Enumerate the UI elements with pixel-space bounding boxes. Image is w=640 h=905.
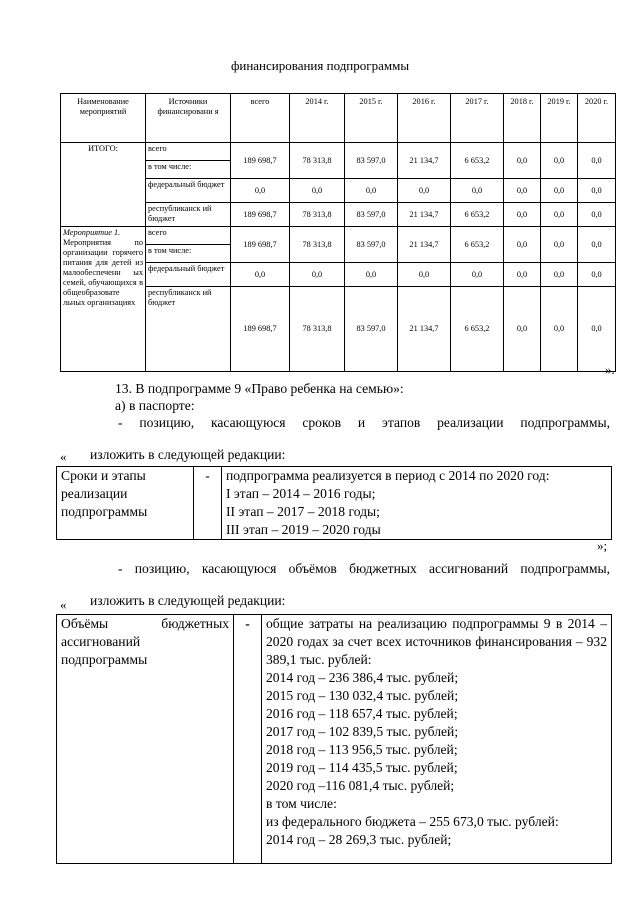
budget-line: 2014 год – 28 269,3 тыс. рублей; [266,832,452,847]
section-heading: финансирования подпрограммы [230,58,410,73]
budget-line: 2014 год – 236 386,4 тыс. рублей; [266,670,459,685]
source-cell: всего [146,227,231,245]
value-cell: 189 698,7 [231,227,290,263]
budget-line: в том числе: [266,796,337,811]
value-cell: 0,0 [578,287,616,372]
value-cell: 0,0 [398,179,451,203]
value-cell: 0,0 [578,143,616,179]
terms-table [56,466,612,540]
budget-line: 2017 год – 102 839,5 тыс. рублей; [266,724,459,739]
value-cell: 0,0 [504,263,541,287]
paragraph-line: изложить в следующей редакции: [90,447,286,462]
item-13a: а) в паспорте: [115,398,195,413]
value-cell: 0,0 [504,203,541,227]
position-2-paragraph [90,561,610,609]
value-cell: 0,0 [451,179,504,203]
value-cell: 6 653,2 [451,203,504,227]
paragraph-line: изложить в следующей редакции: [90,593,286,608]
header-cell: всего [231,94,290,143]
paragraph-line: - позицию, касающуюся объёмов бюджетных ассигнований подпрограммы, [118,561,610,576]
value-cell: 189 698,7 [231,203,290,227]
value-cell: 0,0 [578,179,616,203]
measure-cell [61,227,146,372]
value-cell: 78 313,8 [290,203,345,227]
terms-line: II этап – 2017 – 2018 годы; [226,504,380,519]
value-cell: 6 653,2 [451,143,504,179]
value-cell: 0,0 [541,179,578,203]
value-cell: 0,0 [541,263,578,287]
source-cell: федеральный бюджет [146,179,231,203]
paragraph-line: - позицию, касающуюся сроков и этапов реализации подпрограммы, [118,415,610,430]
value-cell: 21 134,7 [398,203,451,227]
value-cell: 83 597,0 [345,287,398,372]
budget-line: из федерального бюджета – 255 673,0 тыс. рублей: [266,814,559,829]
value-cell: 0,0 [578,227,616,263]
value-cell: 0,0 [541,287,578,372]
terms-content [222,467,612,540]
value-cell: 0,0 [541,203,578,227]
closing-quote: ». [605,362,615,377]
value-cell: 78 313,8 [290,227,345,263]
item-13: 13. В подпрограмме 9 «Право ребенка на семью»: [115,381,404,396]
budget-label-text: Объёмы бюджетных ассигнований подпрограммы [61,616,229,667]
budget-content [262,615,612,864]
value-cell: 78 313,8 [290,287,345,372]
header-cell: 2016 г. [398,94,451,143]
budget-line: 2018 год – 113 956,5 тыс. рублей; [266,742,458,757]
value-cell: 189 698,7 [231,143,290,179]
value-cell: 0,0 [231,179,290,203]
source-cell: в том числе: [146,245,231,263]
value-cell: 0,0 [290,263,345,287]
value-cell: 0,0 [231,263,290,287]
value-cell: 0,0 [541,143,578,179]
value-cell: 78 313,8 [290,143,345,179]
measure-text: Мероприятия по организации горячего питания для детей из малообеспеченн ых семей, обучающихся в общеобразовате льных организациях [63,238,143,307]
value-cell: 189 698,7 [231,287,290,372]
header-cell: 2017 г. [451,94,504,143]
opening-quote: « [60,597,67,612]
value-cell: 0,0 [345,263,398,287]
value-cell: 0,0 [504,143,541,179]
value-cell: 0,0 [398,263,451,287]
value-cell: 21 134,7 [398,227,451,263]
terms-line: I этап – 2014 – 2016 годы; [226,486,376,501]
value-cell: 0,0 [451,263,504,287]
measure-title: Мероприятие 1. [63,228,121,237]
value-cell: 21 134,7 [398,143,451,179]
budget-intro: общие затраты на реализацию подпрограммы 9 в 2014 – 2020 годах за счет всех источников финансирования – 932 389,1 тыс. рублей: [266,616,607,667]
terms-line: подпрограмма реализуется в период с 2014 по 2020 год: [226,468,550,483]
value-cell: 83 597,0 [345,143,398,179]
budget-table [56,614,612,864]
budget-line: 2015 год – 130 032,4 тыс. рублей; [266,688,459,703]
itogo-label: ИТОГО: [61,143,146,227]
value-cell: 0,0 [345,179,398,203]
terms-dash: - [194,467,222,540]
opening-quote: « [60,449,67,464]
value-cell: 83 597,0 [345,227,398,263]
budget-dash: - [234,615,262,864]
value-cell: 0,0 [578,263,616,287]
closing-quote: »; [597,538,608,553]
header-cell: 2020 г. [578,94,616,143]
value-cell: 83 597,0 [345,203,398,227]
terms-line: III этап – 2019 – 2020 годы [226,522,381,537]
value-cell: 6 653,2 [451,227,504,263]
value-cell: 0,0 [578,203,616,227]
table-row [61,143,616,161]
source-cell: федеральный бюджет [146,263,231,287]
value-cell: 21 134,7 [398,287,451,372]
header-cell: 2019 г. [541,94,578,143]
source-cell: республиканск ий бюджет [146,287,231,372]
value-cell: 0,0 [290,179,345,203]
header-cell: 2014 г. [290,94,345,143]
position-1-paragraph [90,415,610,463]
source-cell: в том числе: [146,161,231,179]
source-cell: республиканск ий бюджет [146,203,231,227]
budget-line: 2020 год –116 081,4 тыс. рублей; [266,778,455,793]
header-cell: Источники финансировани я [146,94,231,143]
header-cell: Наименование мероприятий [61,94,146,143]
budget-line: 2016 год – 118 657,4 тыс. рублей; [266,706,458,721]
budget-line: 2019 год – 114 435,5 тыс. рублей; [266,760,458,775]
header-cell: 2015 г. [345,94,398,143]
budget-label [57,615,234,864]
source-cell: всего [146,143,231,161]
terms-label: Сроки и этапы реализации подпрограммы [57,467,194,540]
value-cell: 0,0 [504,179,541,203]
table-row [61,227,616,245]
value-cell: 0,0 [504,227,541,263]
value-cell: 0,0 [504,287,541,372]
value-cell: 0,0 [541,227,578,263]
table-header-row [61,94,616,143]
header-cell: 2018 г. [504,94,541,143]
financing-table [60,93,616,372]
value-cell: 6 653,2 [451,287,504,372]
